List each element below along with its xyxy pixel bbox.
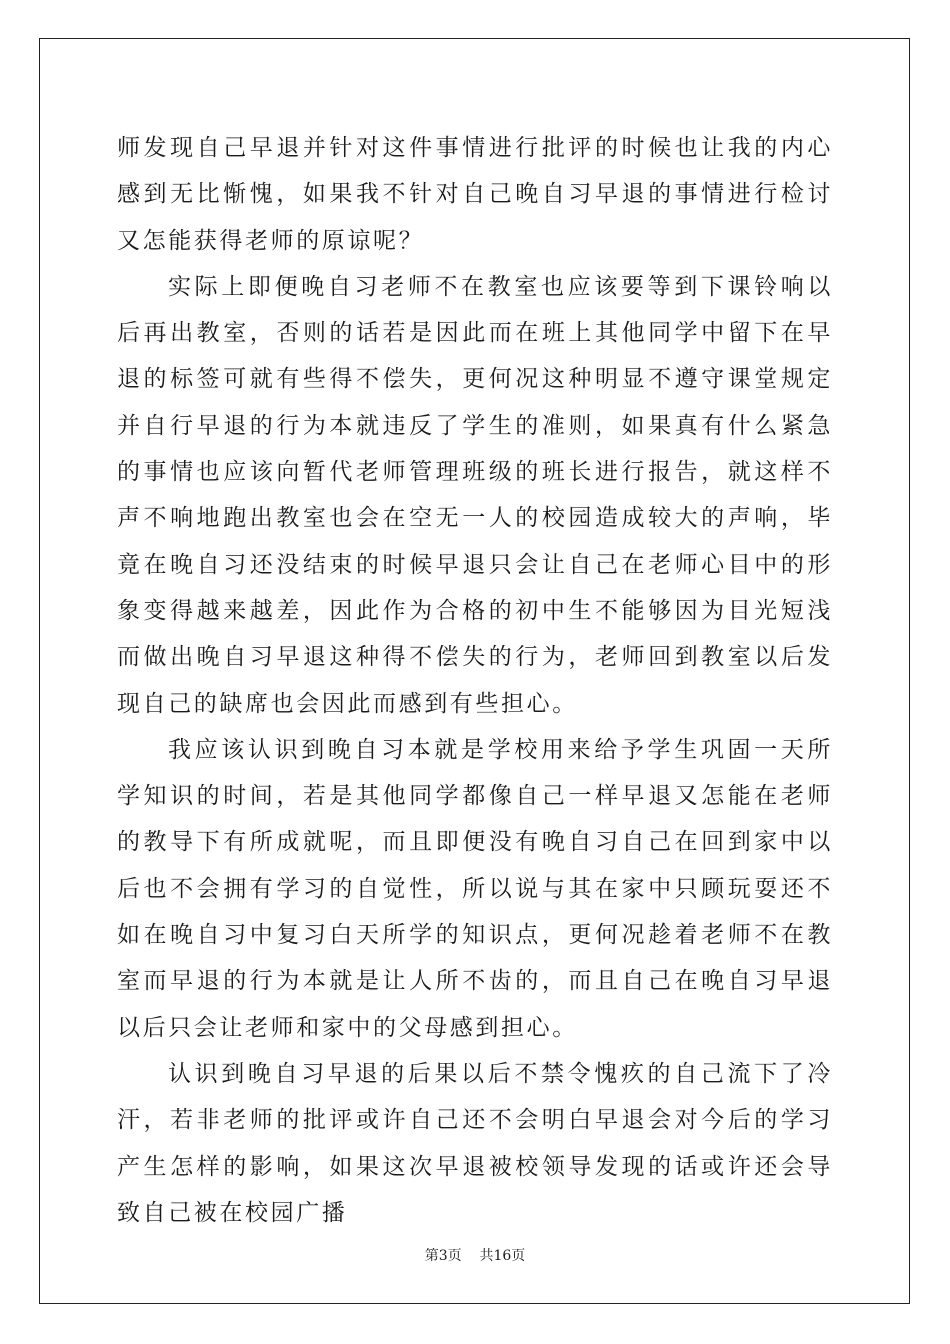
paragraph: 认识到晚自习早退的后果以后不禁令愧疚的自己流下了冷汗，若非老师的批评或许自己还不会明白早退会对今后的学习产生怎样的影响，如果这次早退被校领导发现的话或许还会导致自己被在校园广播: [117, 1060, 833, 1226]
page-footer: [0, 1245, 950, 1265]
page-number: 第3页: [424, 1248, 462, 1264]
page-total: 共16页: [479, 1248, 526, 1264]
paragraph-continued: 师发现自己早退并针对这件事情进行批评的时候也让我的内心感到无比惭愧，如果我不针对自己晚自习早退的事情进行检讨又怎能获得老师的原谅呢？: [117, 135, 833, 254]
paragraph: 我应该认识到晚自习本就是学校用来给予学生巩固一天所学知识的时间，若是其他同学都像自己一样早退又怎能在老师的教导下有所成就呢，而且即便没有晚自习自己在回到家中以后也不会拥有学习的自觉性，所以说与其在家中只顾玩耍还不如在晚自习中复习白天所学的知识点，更何况趁着老师不在教室而早退的行为本就是让人所不齿的，而且自己在晚自习早退以后只会让老师和家中的父母感到担心。: [117, 736, 833, 1041]
paragraph: 实际上即便晚自习老师不在教室也应该要等到下课铃响以后再出教室，否则的话若是因此而在班上其他同学中留下在早退的标签可就有些得不偿失，更何况这种明显不遵守课堂规定并自行早退的行为本就违反了学生的准则，如果真有什么紧急的事情也应该向暂代老师管理班级的班长进行报告，就这样不声不响地跑出教室也会在空无一人的校园造成较大的声响，毕竟在晚自习还没结束的时候早退只会让自己在老师心目中的形象变得越来越差，因此作为合格的初中生不能够因为目光短浅而做出晚自习早退这种得不偿失的行为，老师回到教室以后发现自己的缺席也会因此而感到有些担心。: [117, 273, 833, 717]
document-body: [117, 125, 833, 1236]
